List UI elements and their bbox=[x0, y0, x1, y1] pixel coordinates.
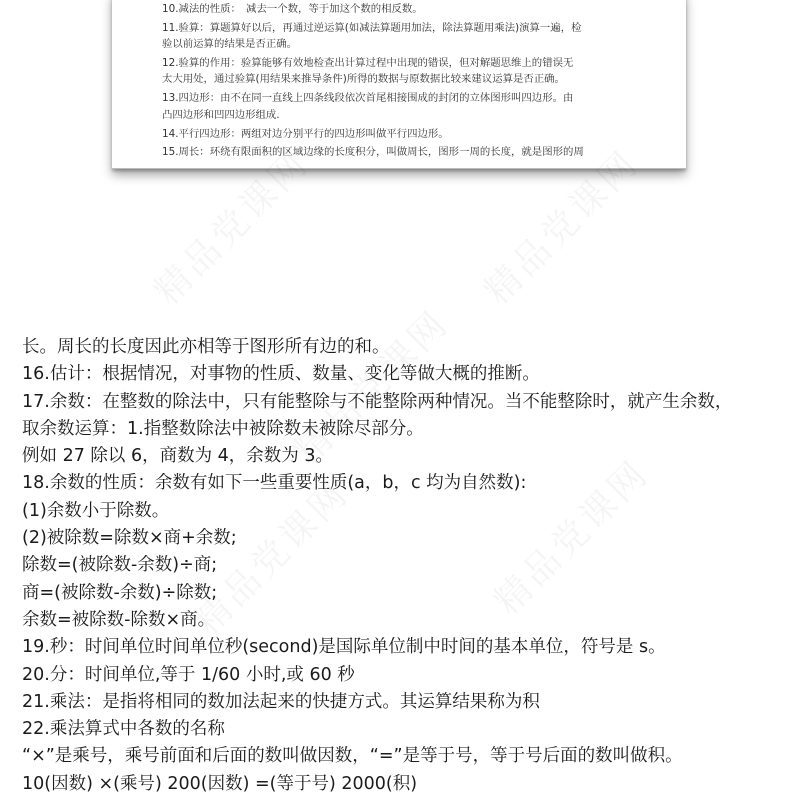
doc-line: 14.平行四边形：两组对边分别平行的四边形叫做平行四边形。 bbox=[162, 128, 449, 140]
text-line: 例如 27 除以 6，商数为 4，余数为 3。 bbox=[22, 446, 333, 467]
doc-line: 10.减法的性质： 减去一个数，等于加这个数的相反数。 bbox=[162, 3, 423, 15]
text-line: (2)被除数=除数×商+余数; bbox=[22, 528, 237, 549]
text-line: 除数=(被除数-余数)÷商; bbox=[22, 555, 218, 576]
text-line: 22.乘法算式中各数的名称 bbox=[22, 719, 225, 740]
text-line: 余数=被除数-除数×商。 bbox=[22, 609, 216, 630]
text-line: “×”是乘号，乘号前面和后面的数叫做因数，“=”是等于号，等于号后面的数叫做积。 bbox=[22, 746, 683, 767]
text-line: 19.秒：时间单位时间单位秒(second)是国际单位制中时间的基本单位，符号是 s。 bbox=[22, 637, 666, 658]
text-line: 长。周长的长度因此亦相等于图形所有边的和。 bbox=[22, 337, 390, 357]
doc-line: 15.周长：环绕有限面积的区域边缘的长度积分，叫做周长，图形一周的长度，就是图形的周 bbox=[162, 146, 584, 158]
text-line: (1)余数小于除数。 bbox=[22, 500, 170, 521]
text-line: 16.估计：根据情况，对事物的性质、数量、变化等做大概的推断。 bbox=[22, 364, 540, 385]
doc-line: 太大用处，通过验算(用结果来推导条件)所得的数据与原数据比较来建议运算是否正确。 bbox=[162, 73, 565, 85]
text-line: 商=(被除数-余数)÷除数; bbox=[22, 582, 218, 603]
text-line: 18.余数的性质：余数有如下一些重要性质(a，b，c 均为自然数): bbox=[22, 473, 527, 494]
text-line: 17.余数：在整数的除法中，只有能整除与不能整除两种情况。当不能整除时，就产生余数， bbox=[22, 391, 733, 412]
text-line: 10(因数) ×(乘号) 200(因数) =(等于号) 2000(积) bbox=[22, 773, 418, 794]
doc-line: 验以前运算的结果是否正确。 bbox=[162, 38, 298, 50]
text-line: 20.分：时间单位,等于 1/60 小时,或 60 秒 bbox=[22, 664, 355, 685]
doc-line: 凸四边形和凹四边形组成. bbox=[162, 109, 280, 121]
text-line: 取余数运算：1.指整数除法中被除数未被除尽部分。 bbox=[22, 418, 424, 439]
scanned-page-image bbox=[112, 0, 686, 169]
doc-line: 13.四边形：由不在同一直线上四条线段依次首尾相接围成的封闭的立体图形叫四边形。由 bbox=[162, 92, 574, 104]
doc-line: 12.验算的作用：验算能够有效地检查出计算过程中出现的错误，但对解题思维上的错误无 bbox=[162, 57, 574, 69]
doc-line: 11.验算：算题算好以后，再通过逆运算(如减法算题用加法，除法算题用乘法)演算一遍，检 bbox=[162, 22, 582, 34]
text-line: 21.乘法：是指将相同的数加法起来的快捷方式。其运算结果称为积 bbox=[22, 691, 540, 712]
document-body bbox=[22, 334, 792, 798]
